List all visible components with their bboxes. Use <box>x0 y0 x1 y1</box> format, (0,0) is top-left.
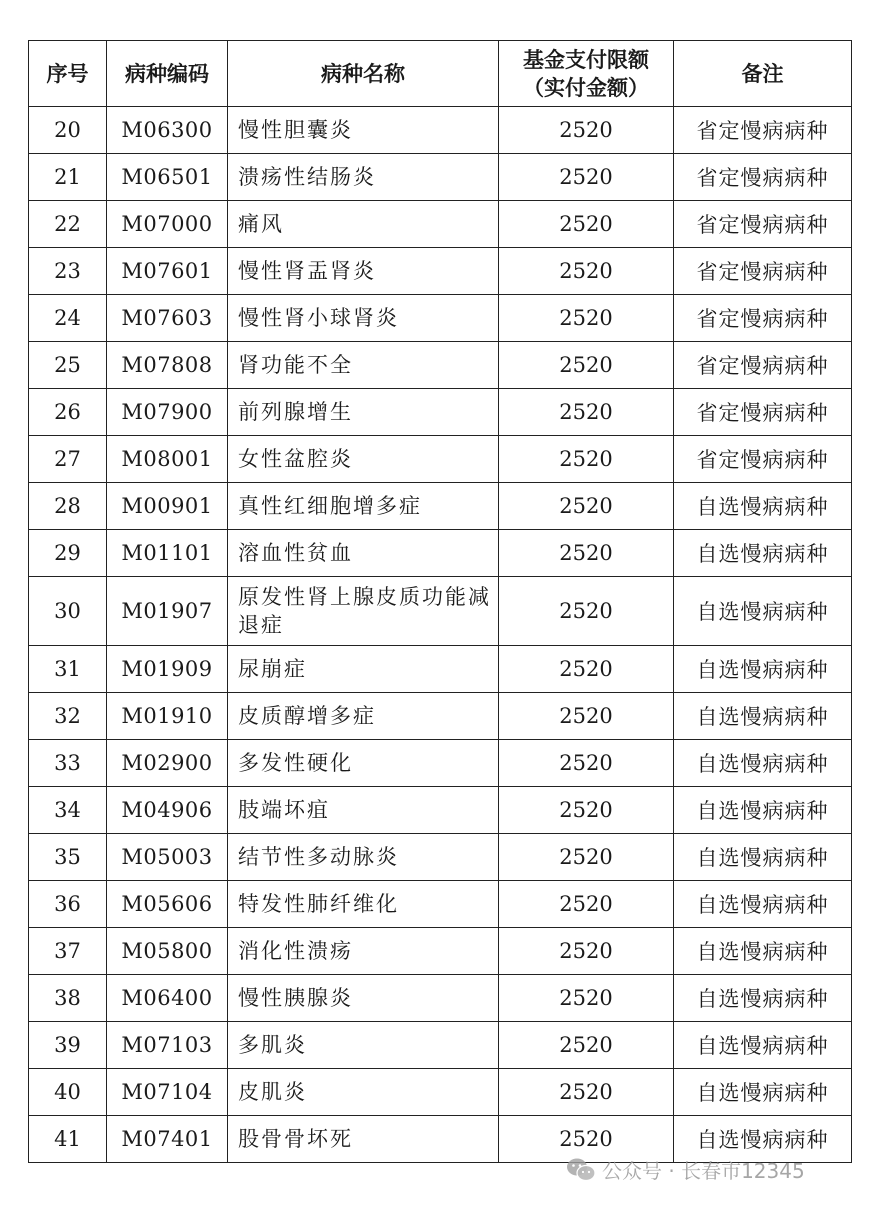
cell-note: 省定慢病病种 <box>674 201 852 248</box>
table-row <box>29 248 852 295</box>
cell-code: M01101 <box>107 530 228 577</box>
cell-seq: 23 <box>29 248 107 295</box>
cell-limit: 2520 <box>499 787 674 834</box>
cell-limit: 2520 <box>499 483 674 530</box>
cell-code: M05800 <box>107 928 228 975</box>
cell-limit: 2520 <box>499 881 674 928</box>
cell-limit: 2520 <box>499 834 674 881</box>
cell-name: 皮肌炎 <box>228 1069 499 1116</box>
cell-name: 结节性多动脉炎 <box>228 834 499 881</box>
cell-note: 自选慢病病种 <box>674 975 852 1022</box>
cell-seq: 21 <box>29 154 107 201</box>
cell-note: 省定慢病病种 <box>674 295 852 342</box>
cell-name: 原发性肾上腺皮质功能减退症 <box>228 577 499 646</box>
cell-seq: 31 <box>29 646 107 693</box>
cell-name: 溃疡性结肠炎 <box>228 154 499 201</box>
cell-name: 肢端坏疽 <box>228 787 499 834</box>
table-header <box>29 41 852 107</box>
table-row <box>29 107 852 154</box>
cell-code: M05606 <box>107 881 228 928</box>
cell-limit: 2520 <box>499 154 674 201</box>
cell-seq: 30 <box>29 577 107 646</box>
cell-name: 前列腺增生 <box>228 389 499 436</box>
table-row <box>29 975 852 1022</box>
cell-note: 自选慢病病种 <box>674 530 852 577</box>
cell-limit: 2520 <box>499 975 674 1022</box>
cell-code: M07000 <box>107 201 228 248</box>
cell-code: M04906 <box>107 787 228 834</box>
cell-code: M06400 <box>107 975 228 1022</box>
cell-note: 自选慢病病种 <box>674 1022 852 1069</box>
table-row <box>29 928 852 975</box>
cell-limit: 2520 <box>499 530 674 577</box>
table-row <box>29 483 852 530</box>
cell-seq: 37 <box>29 928 107 975</box>
cell-code: M07601 <box>107 248 228 295</box>
header-limit-line2: （实付金额） <box>523 75 649 100</box>
cell-code: M05003 <box>107 834 228 881</box>
cell-name: 痛风 <box>228 201 499 248</box>
cell-note: 自选慢病病种 <box>674 693 852 740</box>
cell-seq: 27 <box>29 436 107 483</box>
cell-note: 省定慢病病种 <box>674 389 852 436</box>
cell-note: 自选慢病病种 <box>674 881 852 928</box>
cell-limit: 2520 <box>499 928 674 975</box>
cell-seq: 26 <box>29 389 107 436</box>
cell-code: M07103 <box>107 1022 228 1069</box>
cell-note: 省定慢病病种 <box>674 436 852 483</box>
cell-seq: 29 <box>29 530 107 577</box>
cell-code: M01907 <box>107 577 228 646</box>
cell-name: 女性盆腔炎 <box>228 436 499 483</box>
cell-code: M07104 <box>107 1069 228 1116</box>
cell-name: 多发性硬化 <box>228 740 499 787</box>
cell-limit: 2520 <box>499 107 674 154</box>
table-row <box>29 834 852 881</box>
cell-note: 省定慢病病种 <box>674 342 852 389</box>
cell-limit: 2520 <box>499 248 674 295</box>
cell-seq: 40 <box>29 1069 107 1116</box>
cell-code: M00901 <box>107 483 228 530</box>
cell-seq: 33 <box>29 740 107 787</box>
table-row <box>29 530 852 577</box>
cell-name: 肾功能不全 <box>228 342 499 389</box>
cell-seq: 35 <box>29 834 107 881</box>
table-row <box>29 201 852 248</box>
cell-code: M06501 <box>107 154 228 201</box>
table-row <box>29 787 852 834</box>
cell-name: 尿崩症 <box>228 646 499 693</box>
cell-seq: 25 <box>29 342 107 389</box>
header-limit-line1: 基金支付限额 <box>523 47 649 72</box>
cell-name: 皮质醇增多症 <box>228 693 499 740</box>
cell-name: 多肌炎 <box>228 1022 499 1069</box>
header-row <box>29 41 852 107</box>
cell-name: 慢性肾盂肾炎 <box>228 248 499 295</box>
cell-limit: 2520 <box>499 201 674 248</box>
header-note: 备注 <box>674 41 852 107</box>
cell-code: M02900 <box>107 740 228 787</box>
table-row <box>29 436 852 483</box>
cell-note: 自选慢病病种 <box>674 834 852 881</box>
cell-note: 自选慢病病种 <box>674 1069 852 1116</box>
header-code: 病种编码 <box>107 41 228 107</box>
cell-note: 自选慢病病种 <box>674 928 852 975</box>
cell-name: 慢性肾小球肾炎 <box>228 295 499 342</box>
table-row <box>29 881 852 928</box>
disease-table <box>28 40 852 1163</box>
cell-limit: 2520 <box>499 740 674 787</box>
table-row <box>29 1069 852 1116</box>
cell-limit: 2520 <box>499 295 674 342</box>
cell-name: 慢性胆囊炎 <box>228 107 499 154</box>
cell-code: M01910 <box>107 693 228 740</box>
cell-note: 自选慢病病种 <box>674 577 852 646</box>
cell-limit: 2520 <box>499 342 674 389</box>
watermark <box>566 1155 805 1184</box>
cell-note: 省定慢病病种 <box>674 154 852 201</box>
cell-limit: 2520 <box>499 693 674 740</box>
cell-limit: 2520 <box>499 577 674 646</box>
wechat-icon <box>566 1157 596 1183</box>
cell-note: 省定慢病病种 <box>674 248 852 295</box>
cell-seq: 41 <box>29 1116 107 1163</box>
cell-name: 特发性肺纤维化 <box>228 881 499 928</box>
cell-code: M07900 <box>107 389 228 436</box>
cell-name: 消化性溃疡 <box>228 928 499 975</box>
cell-seq: 34 <box>29 787 107 834</box>
header-seq: 序号 <box>29 41 107 107</box>
table-row <box>29 154 852 201</box>
table-row <box>29 389 852 436</box>
header-name: 病种名称 <box>228 41 499 107</box>
cell-seq: 38 <box>29 975 107 1022</box>
cell-limit: 2520 <box>499 646 674 693</box>
table-row <box>29 295 852 342</box>
table-body <box>29 107 852 1163</box>
cell-code: M07808 <box>107 342 228 389</box>
cell-seq: 24 <box>29 295 107 342</box>
cell-code: M08001 <box>107 436 228 483</box>
cell-seq: 22 <box>29 201 107 248</box>
cell-code: M01909 <box>107 646 228 693</box>
cell-code: M06300 <box>107 107 228 154</box>
table-row <box>29 577 852 646</box>
cell-note: 自选慢病病种 <box>674 1116 852 1163</box>
table-row <box>29 646 852 693</box>
cell-name: 慢性胰腺炎 <box>228 975 499 1022</box>
cell-name: 股骨骨坏死 <box>228 1116 499 1163</box>
watermark-text: 公众号 · 长春市12345 <box>602 1159 805 1183</box>
cell-name: 真性红细胞增多症 <box>228 483 499 530</box>
table-row <box>29 740 852 787</box>
cell-note: 自选慢病病种 <box>674 787 852 834</box>
cell-limit: 2520 <box>499 389 674 436</box>
cell-code: M07603 <box>107 295 228 342</box>
cell-seq: 28 <box>29 483 107 530</box>
table-row <box>29 342 852 389</box>
table-row <box>29 1022 852 1069</box>
cell-seq: 20 <box>29 107 107 154</box>
table-row <box>29 693 852 740</box>
cell-limit: 2520 <box>499 1116 674 1163</box>
cell-limit: 2520 <box>499 1069 674 1116</box>
header-limit <box>499 41 674 107</box>
cell-seq: 32 <box>29 693 107 740</box>
cell-seq: 36 <box>29 881 107 928</box>
cell-note: 省定慢病病种 <box>674 107 852 154</box>
cell-name: 溶血性贫血 <box>228 530 499 577</box>
cell-note: 自选慢病病种 <box>674 646 852 693</box>
cell-limit: 2520 <box>499 436 674 483</box>
cell-note: 自选慢病病种 <box>674 740 852 787</box>
cell-code: M07401 <box>107 1116 228 1163</box>
cell-note: 自选慢病病种 <box>674 483 852 530</box>
cell-limit: 2520 <box>499 1022 674 1069</box>
cell-seq: 39 <box>29 1022 107 1069</box>
